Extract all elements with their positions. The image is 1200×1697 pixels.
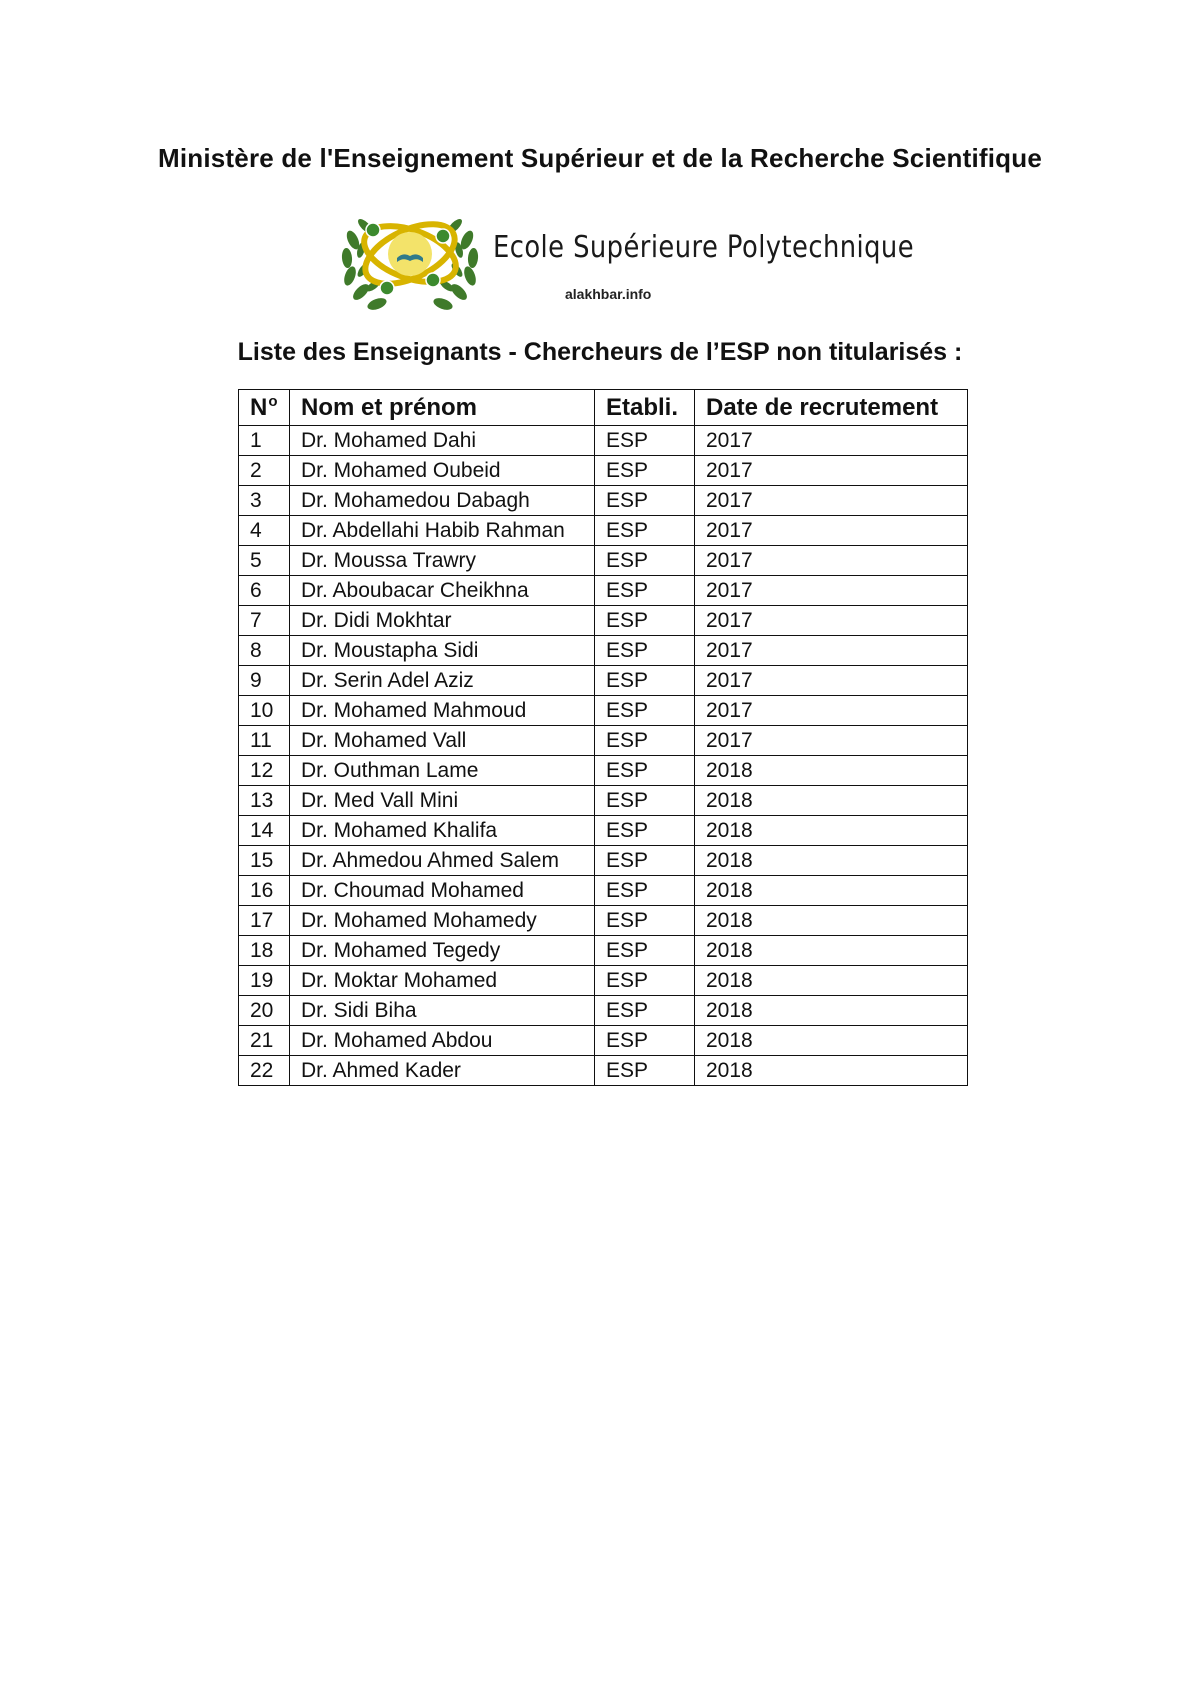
cell-establishment: ESP [595,486,695,516]
cell-name: Dr. Mohamed Vall [290,726,595,756]
cell-recruitment-date: 2018 [695,786,968,816]
cell-establishment: ESP [595,936,695,966]
cell-number: 3 [239,486,290,516]
cell-recruitment-date: 2017 [695,426,968,456]
cell-recruitment-date: 2018 [695,1056,968,1086]
cell-establishment: ESP [595,756,695,786]
cell-name: Dr. Mohamed Tegedy [290,936,595,966]
school-name: Ecole Supérieure Polytechnique [493,230,915,265]
table-body [239,426,968,1086]
cell-recruitment-date: 2018 [695,936,968,966]
school-logo [335,200,915,320]
table-row [239,696,968,726]
cell-recruitment-date: 2017 [695,576,968,606]
cell-name: Dr. Moktar Mohamed [290,966,595,996]
table-row [239,516,968,546]
cell-name: Dr. Moussa Trawry [290,546,595,576]
cell-establishment: ESP [595,876,695,906]
cell-number: 7 [239,606,290,636]
cell-recruitment-date: 2018 [695,966,968,996]
cell-recruitment-date: 2017 [695,726,968,756]
cell-establishment: ESP [595,696,695,726]
table-row [239,906,968,936]
cell-number: 4 [239,516,290,546]
cell-name: Dr. Choumad Mohamed [290,876,595,906]
cell-recruitment-date: 2018 [695,756,968,786]
atom-laurel-emblem-icon [335,200,485,318]
table-row [239,756,968,786]
cell-name: Dr. Sidi Biha [290,996,595,1026]
table-row [239,846,968,876]
cell-establishment: ESP [595,966,695,996]
cell-number: 11 [239,726,290,756]
table-header-row [239,390,968,426]
cell-number: 20 [239,996,290,1026]
list-title: Liste des Enseignants - Chercheurs de l’ESP non titularisés : [237,338,963,366]
cell-name: Dr. Mohamed Dahi [290,426,595,456]
cell-name: Dr. Didi Mokhtar [290,606,595,636]
cell-name: Dr. Mohamedou Dabagh [290,486,595,516]
cell-number: 5 [239,546,290,576]
atom-nucleus [388,232,432,276]
ministry-title: Ministère de l'Enseignement Supérieur et de la Recherche Scientifique [157,143,1042,173]
column-header-establishment: Etabli. [595,390,695,426]
cell-number: 21 [239,1026,290,1056]
cell-name: Dr. Moustapha Sidi [290,636,595,666]
cell-name: Dr. Ahmed Kader [290,1056,595,1086]
cell-name: Dr. Med Vall Mini [290,786,595,816]
cell-number: 13 [239,786,290,816]
cell-establishment: ESP [595,726,695,756]
cell-number: 1 [239,426,290,456]
cell-recruitment-date: 2017 [695,456,968,486]
cell-number: 15 [239,846,290,876]
table-row [239,456,968,486]
cell-establishment: ESP [595,606,695,636]
table-row [239,426,968,456]
cell-number: 19 [239,966,290,996]
cell-recruitment-date: 2018 [695,816,968,846]
cell-name: Dr. Ahmedou Ahmed Salem [290,846,595,876]
table-row [239,606,968,636]
cell-recruitment-date: 2017 [695,606,968,636]
cell-name: Dr. Outhman Lame [290,756,595,786]
cell-recruitment-date: 2017 [695,546,968,576]
cell-name: Dr. Abdellahi Habib Rahman [290,516,595,546]
cell-recruitment-date: 2018 [695,906,968,936]
cell-number: 10 [239,696,290,726]
cell-establishment: ESP [595,516,695,546]
table-row [239,966,968,996]
cell-number: 17 [239,906,290,936]
column-header-number: $N^o$ [239,390,290,426]
table-row [239,876,968,906]
cell-establishment: ESP [595,906,695,936]
cell-number: 8 [239,636,290,666]
cell-name: Dr. Mohamed Khalifa [290,816,595,846]
staff-table [238,389,968,1086]
cell-name: Dr. Mohamed Mahmoud [290,696,595,726]
cell-recruitment-date: 2017 [695,486,968,516]
cell-establishment: ESP [595,996,695,1026]
cell-number: 22 [239,1056,290,1086]
cell-establishment: ESP [595,1056,695,1086]
cell-recruitment-date: 2018 [695,996,968,1026]
cell-establishment: ESP [595,636,695,666]
cell-establishment: ESP [595,576,695,606]
table-row [239,486,968,516]
cell-name: Dr. Mohamed Oubeid [290,456,595,486]
cell-establishment: ESP [595,426,695,456]
cell-recruitment-date: 2017 [695,516,968,546]
cell-establishment: ESP [595,846,695,876]
cell-number: 2 [239,456,290,486]
table-row [239,1026,968,1056]
table-row [239,1056,968,1086]
cell-name: Dr. Mohamed Mohamedy [290,906,595,936]
table-row [239,546,968,576]
cell-number: 6 [239,576,290,606]
cell-establishment: ESP [595,546,695,576]
cell-recruitment-date: 2017 [695,636,968,666]
cell-number: 12 [239,756,290,786]
cell-name: Dr. Aboubacar Cheikhna [290,576,595,606]
table-row [239,576,968,606]
table-row [239,726,968,756]
cell-establishment: ESP [595,786,695,816]
table-row [239,816,968,846]
cell-recruitment-date: 2017 [695,666,968,696]
cell-number: 14 [239,816,290,846]
cell-recruitment-date: 2018 [695,1026,968,1056]
cell-establishment: ESP [595,1026,695,1056]
cell-recruitment-date: 2017 [695,696,968,726]
cell-number: 18 [239,936,290,966]
cell-recruitment-date: 2018 [695,846,968,876]
table-row [239,636,968,666]
watermark-text: alakhbar.info [565,286,652,302]
cell-establishment: ESP [595,816,695,846]
table-row [239,786,968,816]
column-header-recruitment-date: Date de recrutement [695,390,968,426]
cell-establishment: ESP [595,456,695,486]
column-header-name: Nom et prénom [290,390,595,426]
cell-name: Dr. Mohamed Abdou [290,1026,595,1056]
cell-establishment: ESP [595,666,695,696]
cell-number: 16 [239,876,290,906]
cell-recruitment-date: 2018 [695,876,968,906]
cell-number: 9 [239,666,290,696]
table-row [239,936,968,966]
table-row [239,666,968,696]
table-row [239,996,968,1026]
cell-name: Dr. Serin Adel Aziz [290,666,595,696]
